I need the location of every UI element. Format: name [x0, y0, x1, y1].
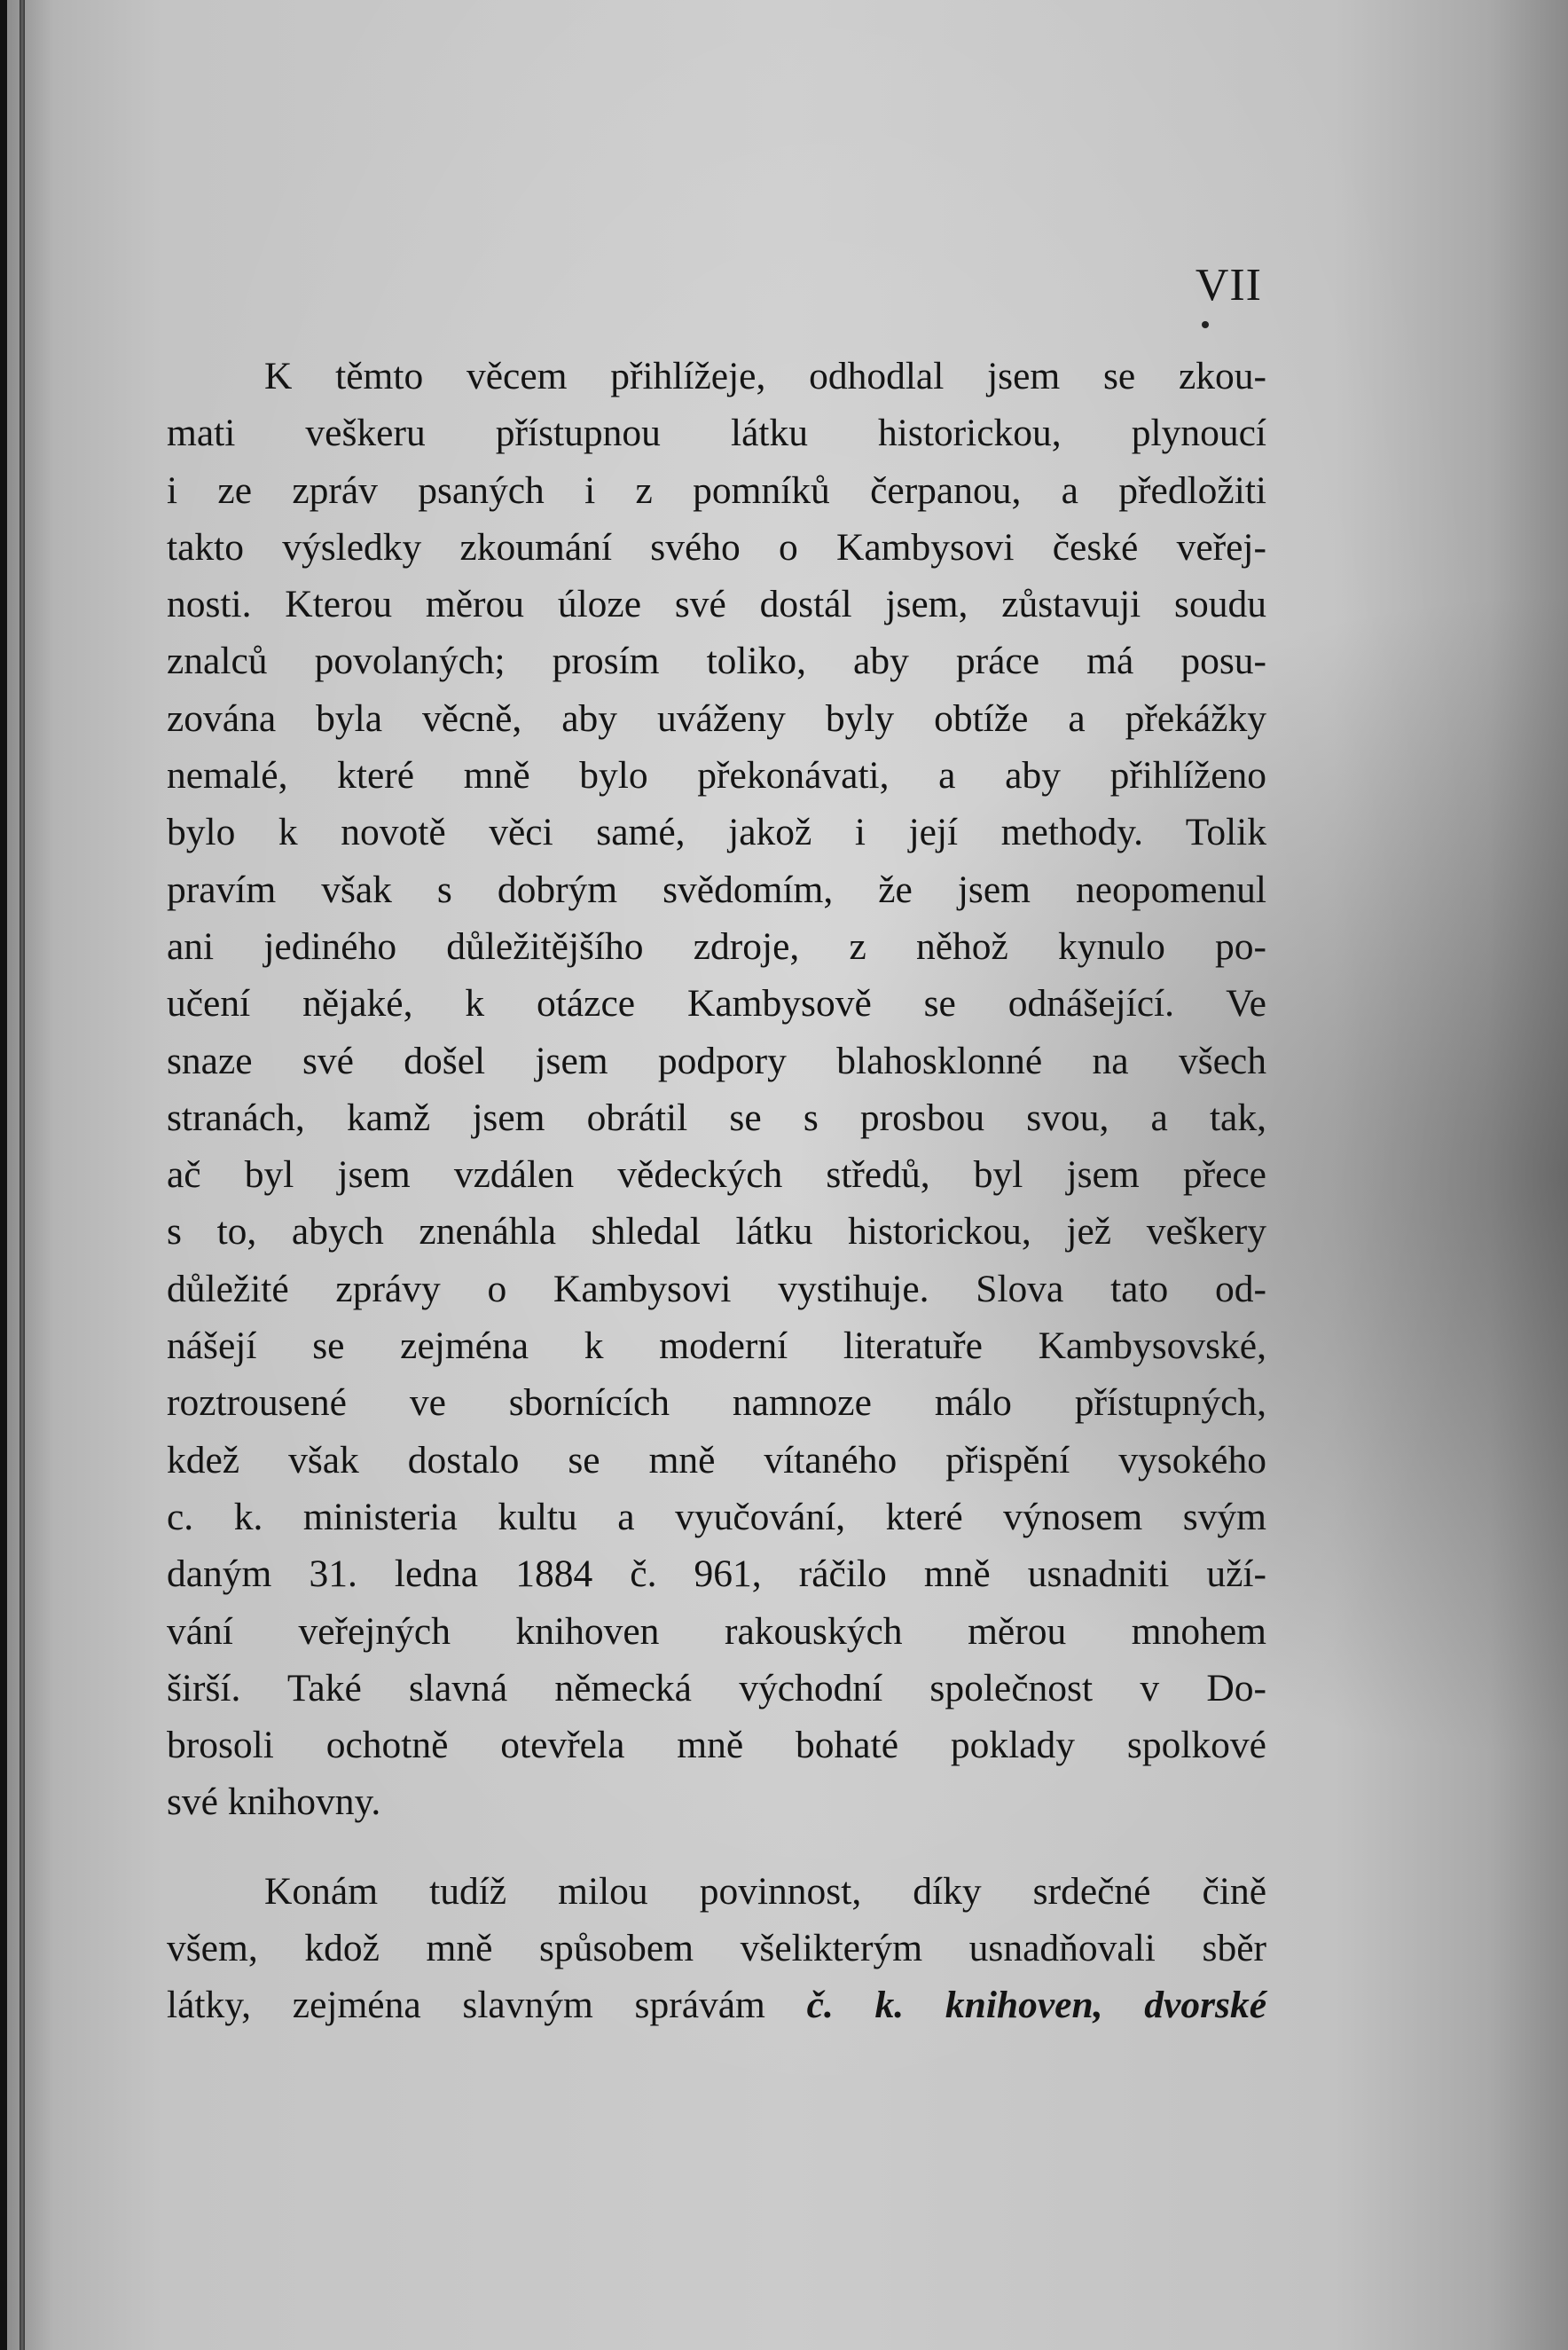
- text-italic-run: č. k. knihoven, dvorské: [806, 1984, 1267, 2027]
- text-line: bylo k novotě věci samé, jakož i její methody. Tolik: [167, 811, 1266, 854]
- text-line: pravím však s dobrým svědomím, že jsem neopomenul: [167, 868, 1266, 911]
- text-line: důležité zprávy o Kambysovi vystihuje. Slova tato od-: [167, 1267, 1266, 1310]
- text-line: c. k. ministeria kultu a vyučování, které výnosem svým: [167, 1495, 1266, 1538]
- text-line: K těmto věcem přihlížeje, odhodlal jsem se zkou-: [264, 355, 1266, 397]
- paragraph-2: [167, 1863, 1266, 2034]
- book-page: [7, 0, 1568, 2350]
- text-line-mixed: [167, 1977, 1266, 2033]
- text-line: takto výsledky zkoumání svého o Kambysovi české veřej-: [167, 525, 1266, 569]
- ink-speck: [1202, 321, 1209, 328]
- text-line: Konám tudíž milou povinnost, díky srdečné čině: [264, 1869, 1266, 1913]
- page-number: VII: [1195, 260, 1262, 310]
- text-line: kdež však dostalo se mně vítaného přispění vysokého: [167, 1438, 1266, 1482]
- text-line: zována byla věcně, aby uváženy byly obtíže a překážky: [167, 696, 1266, 740]
- page-spine-shadow: [20, 0, 25, 2350]
- text-line: ač byl jsem vzdálen vědeckých středů, byl jsem přece: [167, 1153, 1266, 1197]
- text-line: snaze své došel jsem podpory blahosklonné na všech: [167, 1039, 1266, 1082]
- text-line: daným 31. ledna 1884 č. 961, ráčilo mně usnadniti uží-: [167, 1552, 1266, 1596]
- text-line: brosoli ochotně otevřela mně bohaté poklady spolkové: [167, 1724, 1266, 1767]
- text-plain-run: látky, zejména slavným správám: [167, 1984, 765, 2027]
- text-line: širší. Také slavná německá východní společnost v Do-: [167, 1666, 1266, 1709]
- text-line: všem, kdož mně spůsobem všelikterým usnadňovali sběr: [167, 1927, 1266, 1970]
- text-line: stranách, kamž jsem obrátil se s prosbou svou, a tak,: [167, 1096, 1266, 1139]
- paragraph-1: [167, 348, 1266, 1831]
- page-body: [167, 348, 1266, 2034]
- text-line: vání veřejných knihoven rakouských měrou mnohem: [167, 1609, 1266, 1653]
- text-line: nášejí se zejména k moderní literatuře Kambysovské,: [167, 1324, 1266, 1368]
- text-line: znalců povolaných; prosím toliko, aby práce má posu-: [167, 640, 1266, 683]
- text-line: nemalé, které mně bylo překonávati, a aby přihlíženo: [167, 754, 1266, 798]
- text-line: své knihovny.: [167, 1780, 381, 1824]
- text-line: ani jediného důležitějšího zdroje, z něhož kynulo po-: [167, 924, 1266, 968]
- text-line: mati veškeru přístupnou látku historickou, plynoucí: [167, 412, 1266, 455]
- text-line: roztrousené ve sbornících namnoze málo přístupných,: [167, 1381, 1266, 1425]
- text-line: s to, abych znenáhla shledal látku historickou, jež veškery: [167, 1210, 1266, 1254]
- text-line: učení nějaké, k otázce Kambysově se odnášející. Ve: [167, 982, 1266, 1026]
- text-line: nosti. Kterou měrou úloze své dostál jsem, zůstavuji soudu: [167, 583, 1266, 626]
- text-line: i ze zpráv psaných i z pomníků čerpanou, a předložiti: [167, 468, 1266, 512]
